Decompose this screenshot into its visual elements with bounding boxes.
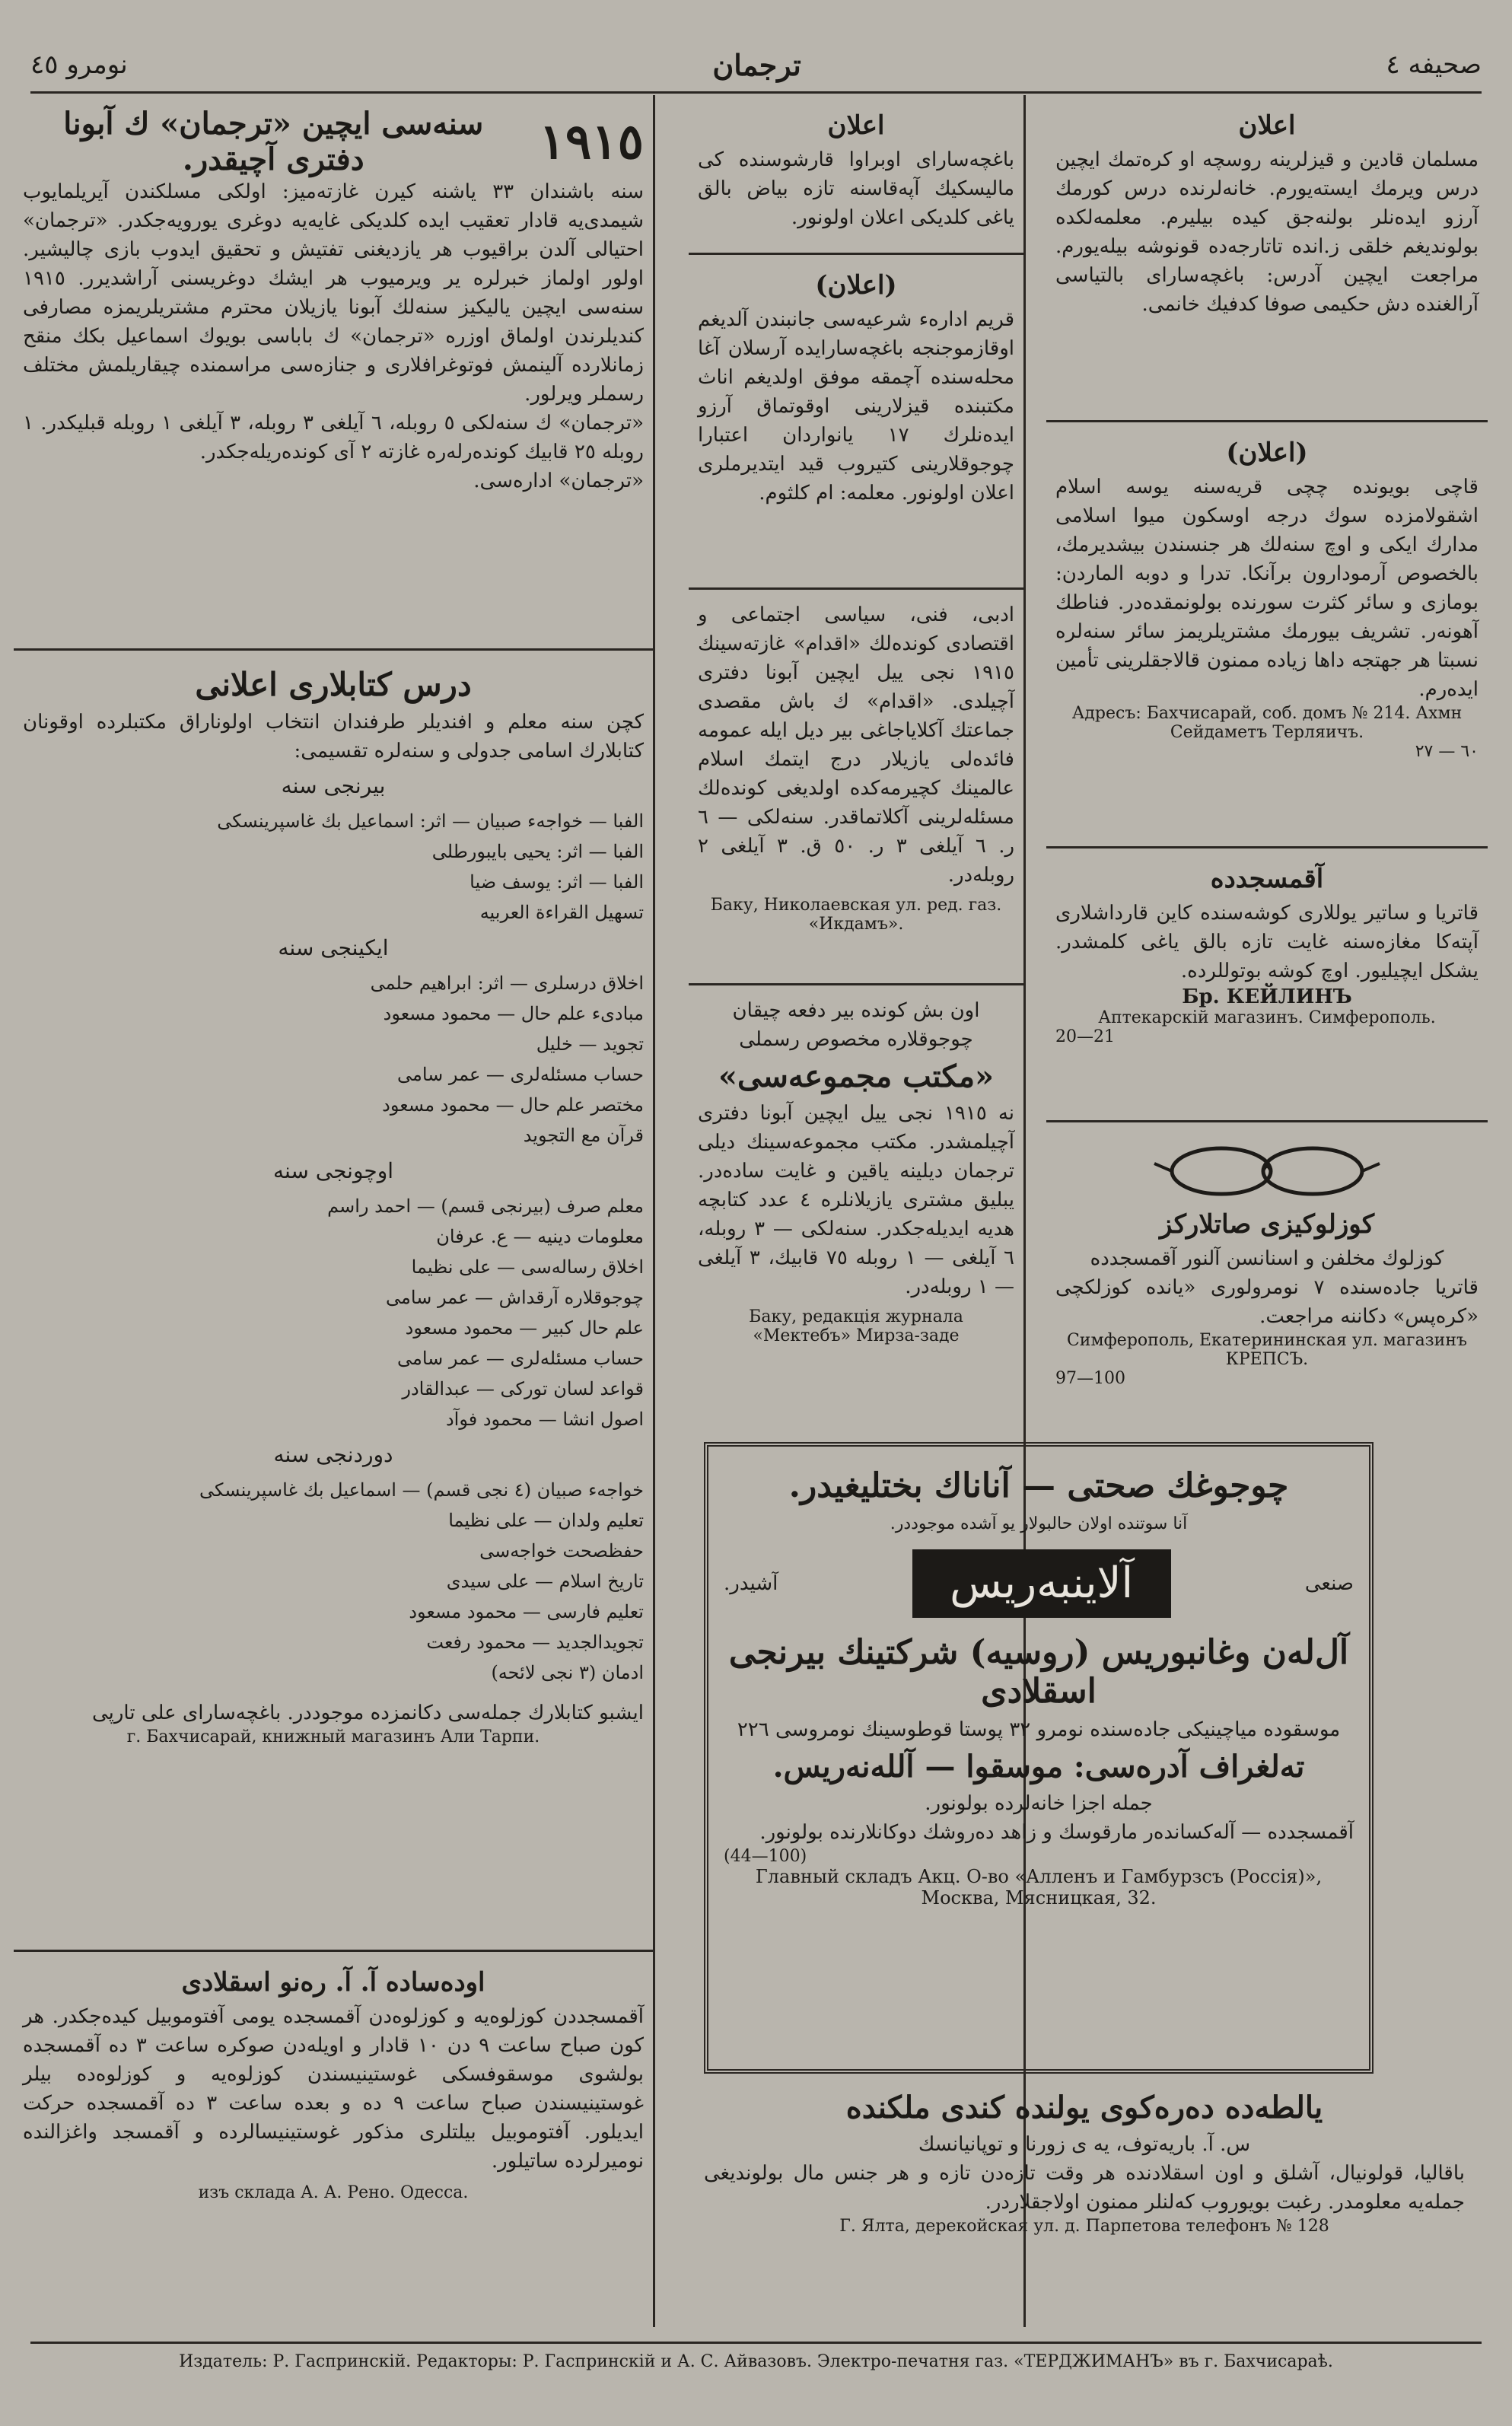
year2-list xyxy=(23,968,644,1151)
book-item: اخلاق درسلری — اثر: ابراهیم حلمی xyxy=(370,973,644,994)
ad-address-ru: Баку, редакція журнала «Мектебъ» Мирза-заде xyxy=(749,1307,963,1345)
ad-title: (اعلان) xyxy=(815,270,897,301)
book-item: حساب مسئله‌لری — عمر سامی xyxy=(396,1064,644,1085)
book-item: خواجه‌ء صبیان (٤ نجی قسم) — اسماعیل بك غاسپرینسکی xyxy=(199,1479,644,1501)
ad-title: یالطه‌ده دەرەکوی یولنده کندی ملکنده xyxy=(845,2090,1323,2125)
ad-fish-oil xyxy=(689,95,1023,255)
ad-glasses xyxy=(1046,1122,1488,1442)
books-title: درس کتابلاری اعلانی xyxy=(195,666,472,703)
year-heading: ١٩١٥ xyxy=(539,113,644,170)
yalta-ad xyxy=(704,2085,1465,2329)
ad-number: ٦٠ — ٢٧ xyxy=(1415,742,1479,761)
bus-ad xyxy=(14,1952,653,2310)
subscription-prices: «ترجمان» ك سنه‌لکی ٥ روبله، ٦ آیلغی ٣ روبله، ٣ آیلغی ١ روبله قبلیکدر. ١ روبله ٢٥ قابیك کونده‌رلەرە غازته ٢ آی کونده‌ریله‌جکدر. xyxy=(23,412,644,463)
page-header xyxy=(30,38,1482,94)
ad-number: 20—21 xyxy=(1055,1027,1115,1046)
ad-title: (اعلان) xyxy=(1226,438,1308,468)
allenburys-ad xyxy=(704,1442,1374,2074)
book-item: الفبا — خواجه‌ء صبیان — اثر: اسماعیل بك غاسپرینسکی xyxy=(217,810,644,832)
ad-note: جمله اجزا خانه‌لرده بولونور. xyxy=(925,1792,1153,1815)
ad-number: (44—100) xyxy=(724,1847,807,1866)
ad-top: اون بش کونده بیر دفعه چیقان چوجوقلاره مخصوص رسملی xyxy=(732,999,980,1051)
brand-prefix: صنعی xyxy=(1304,1572,1354,1595)
book-item: مبادیء علم حال — محمود مسعود xyxy=(383,1003,644,1024)
ad-body: ادبی، فنی، سیاسی اجتماعی و اقتصادی کونده‌لك «اقدام» غازته‌سینك ١٩١٥ نجی ییل ایچین آبونا دفتری آچیلدی. «اقدام» ك باش مقصدی جماعتك آکلایاجاغی بیر دیل ایله عمومه فائده‌لی یازیلار درج ایتمك اسلام عالمینك کچیرمه‌کده اولدیغی کوندەلك مسئله‌لرینی آکلاتماقدر. سنه‌لکی — ٦ ر. ٦ آیلغی ٣ ر. ٥٠ ق. ٣ آیلغی ٢ روبله‌در. xyxy=(698,603,1015,887)
ad-address-ru: Адресъ: Бахчисарай, соб. домъ № 214. Ахмн Сейдаметъ Терляичъ. xyxy=(1071,704,1463,742)
ad-body: قاتریا جاده‌سنده ٧ نومرولوری «یانده کوزلکچی «کرەپس» دکاننه مراجعت. xyxy=(1055,1276,1479,1328)
ad-number: 97—100 xyxy=(1055,1369,1125,1388)
ad-body: قاتریا و ساتیر یوللاری کوشه‌سنده کاین قارداشلاری آپته‌کا مغازه‌سنه غایت تازه بالق یاغی کلمشدر. یشکل ایچیلیور. اوچ کوشه بوتوللرده. xyxy=(1055,902,1479,982)
ad-russian-lessons xyxy=(1046,95,1488,422)
ad-body: نه ١٩١٥ نجی ییل ایچین آبونا دفتری آچیلمشدر. مکتب مجموعه‌سینك دیلی ترجمان دیلینه یاقین و غایت ساده‌در. یبلیق مشتری یازیلانلره ٤ عدد کتابچه هدیه ایدیله‌جکدر. سنه‌لکی — ٣ روبله، ٦ آیلغی — ١ روبله ٧٥ قابیك، ٣ آیلغی — ١ روبله‌در. xyxy=(698,1102,1015,1298)
ad-address-ru: Главный складъ Акц. О-во «Алленъ и Гамбурзсъ (Россія)», Москва, Мясницкая, 32. xyxy=(755,1866,1323,1909)
book-item: تعلیم ولدان — علی نظیما xyxy=(448,1510,644,1531)
ad-body: باغچه‌سارای اوبراوا قارشوسنده کی مالیسکیك آپەقاسنه تازه بیاض بالق یاغی کلدیکی اعلان اولونور. xyxy=(698,148,1014,229)
company-address: موسقوده میاچینیکی جاده‌سنده نومرو ٣٢ پوستا قوطوسینك نومروسی ٢٢٦ xyxy=(737,1718,1341,1741)
ad-title: کوزلوکیزی صاتلارکز xyxy=(1159,1209,1375,1240)
ad-address-ru: Симферополь, Екатерининская ул. магазинъ КРЕПСЪ. xyxy=(1066,1331,1468,1369)
year2-heading: ایکینجی سنه xyxy=(278,935,389,960)
masthead-title: ترجمان xyxy=(712,47,801,82)
brand-logo: آلاینبەریس xyxy=(912,1549,1171,1618)
ad-body: مسلمان قادین و قیزلرینه روسچه او کره‌تمك ایچین درس ویرمك ایسته‌یورم. خانه‌لرنده درس کورمك آرزو ایده‌نلر بولنه‌جق کیده بیلیرم. معلمه‌لکده بولوندیغم خلقی ز.انده تاتارجه‌ده قونوشه بیله‌یورم. مراجعت ایچین آدرس: باغچه‌سارای بالتیاسی آرالغنده دش حکیمی صوفا کدفیك خانمی. xyxy=(1055,148,1479,316)
year4-heading: دوردنجی سنه xyxy=(273,1442,393,1467)
ad-title: آقمسجدده xyxy=(1210,864,1324,894)
year4-list xyxy=(23,1475,644,1688)
ad-keilin xyxy=(1046,848,1488,1122)
year1-list xyxy=(23,806,644,928)
book-item: اصول انشا — محمود فوآد xyxy=(445,1409,644,1430)
books-address-ru: г. Бахчисарай, книжный магазинъ Али Тарпи. xyxy=(126,1727,540,1746)
book-item: چوجوقلاره آرقداش — عمر سامی xyxy=(386,1287,644,1308)
book-item: معلومات دینیه — ع. عرفان xyxy=(436,1226,644,1247)
subscription-notice xyxy=(14,95,653,651)
book-item: تجویدالجدید — محمود رفعت xyxy=(426,1632,644,1653)
telegraph-address: تەلغراف آدرەسی: موسقوا — آللەنەریس. xyxy=(772,1749,1305,1784)
ad-ikdam xyxy=(689,590,1023,985)
issue-number: نومرو ٤٥ xyxy=(30,49,128,80)
ad-headline: چوجوغك صحتی — آناناك بختلیغیدر. xyxy=(788,1466,1289,1505)
ad-body: قاچی بویونده چچی قریه‌سنه یوسه اسلام اشقولامزده سوك درجه اوسکون میوا اسلامی مدارك ایکی و اوچ سنه‌لك هر جنسندن بیشدیرمك، بالخصوص آرمودارون برآنکا. تدرا و دوبه الماردن: بومازی و سائر کثرت سورنده بولونمقده‌در. فناطك آهونەر. تشریف بیورمك مشتریلریمز سائر سنه‌لره نسبتا هر جهتجه داها زیاده ممنون قالاجقلرینی تأمین ایده‌رم. xyxy=(1055,476,1479,701)
books-note: ایشبو کتابلارك جمله‌سی دکانمزده موجوددر. باغچه‌سارای علی تارپی xyxy=(91,1702,644,1724)
ad-mekteb xyxy=(689,985,1023,1404)
book-item: حساب مسئله‌لری — عمر سامی xyxy=(396,1348,644,1369)
books-intro: کچن سنه معلم و افندیلر طرفندان انتخاب اولوناراق مکتبلرده اوقونان کتابلارك اسامی جدولی و سنه‌لره تقسیمی: xyxy=(23,711,644,763)
subscription-body: سنه باشندان ۳۳ یاشنه کیرن غازته‌میز: اولکی مسلکندن آیریلمایوب شیمدی‌یه قادار تعقیب ایده کلدیکی غایه‌یه دوغری یورویه‌جکدر. «ترجمان» احتیالی آلدن براقیوب هر یازدیغنی تفتیش و تحقیق ایدوب بازی چالیشیر. اولور اولماز خبرلره یر ویرمیوب هر ایشك دوغریسنی آراشدیرر. ١٩١٥ سنه‌سی ایچین یالیکیز سنه‌لك آبونا یازیلان محترم مشتریلریمزه مصارفی کندیلرندن اولماق اوزره «ترجمان» ك باباسی بویوك اسماعیل بکك منقح زمانلارده آلینمش فوتوغرافلاری و جنازه‌سی مراسمنده چیقاریلمش مختلف رسملر ویرلور. xyxy=(23,180,644,406)
book-item: معلم صرف (بیرنجی قسم) — احمد راسم xyxy=(327,1195,644,1217)
subscription-title: سنه‌سی ایچین «ترجمان» ك آبونا دفتری آچیقدر. xyxy=(63,106,484,177)
brand-suffix: آشیدر. xyxy=(724,1572,778,1595)
ad-girls-school xyxy=(689,255,1023,590)
book-item: تجوید — خلیل xyxy=(536,1033,644,1055)
bus-body: آقمسجددن کوزلوه‌یه و کوزلوه‌دن آقمسجده یومی آفتوموبیل کیده‌جکدر. هر کون صباح ساعت ٩ دن ١٠ قادار و اویله‌دن صوکره ساعت ٣ ده آقمسجده بولشوی موسقوفسکی غوستینیسندن کوزلوه‌یه و کوزلوه‌ده بیلر غوستینیسندن صباح ساعت ٩ ده و بعده ساعت ٣ ده آقمسجده حرکت ایدیلور. آفتوموبیل بیلتلری مذکور غوستینیسالرده و آقمسجد واغزالنده نومیرلرده ساتیلور. xyxy=(23,2005,644,2173)
ad-fruit-trees xyxy=(1046,422,1488,848)
year3-list xyxy=(23,1191,644,1434)
book-item: تسهیل القراءة العربیه xyxy=(479,902,644,923)
ad-title: اعلان xyxy=(827,110,885,141)
book-item: تاریخ اسلام — علی سیدی xyxy=(446,1571,644,1592)
book-item: تعلیم فارسی — محمود مسعود xyxy=(409,1601,644,1622)
book-item: حفظصحت خواجه‌سی xyxy=(479,1540,644,1562)
book-item: مختصر علم حال — محمود مسعود xyxy=(382,1094,644,1116)
book-item: قواعد لسان تورکی — عبدالقادر xyxy=(402,1378,644,1399)
year1-heading: بیرنجی سنه xyxy=(281,773,386,798)
ad-title: «مکتب مجموعه‌سی» xyxy=(718,1059,994,1094)
ad-sub: کوزلوك مخلفن و اسنانسن آلنور آقمسجدده xyxy=(1090,1247,1444,1270)
page-number: صحیفه ٤ xyxy=(1386,49,1482,80)
ad-note: آقمسجدده — آله‌کساندەر مارقوسك و زاهد دەروشك دوكانلارنده بولونور. xyxy=(759,1821,1354,1844)
book-item: ادمان (٣ نجی لائحه) xyxy=(491,1662,644,1683)
ad-title: اعلان xyxy=(1238,110,1296,141)
ad-address-ru: Г. Ялта, дерекойская ул. д. Парпетова телефонъ № 128 xyxy=(839,2217,1329,2236)
ad-line: آنا سوتنده اولان حالبولار یو آشده موجوددر. xyxy=(890,1514,1188,1533)
ad-address-ru: Аптекарскій магазинъ. Симферополь. xyxy=(1098,1008,1436,1027)
subscription-sign: «ترجمان» اداره‌سی. xyxy=(473,470,644,492)
book-item: علم حال کبیر — محمود مسعود xyxy=(405,1317,644,1339)
company-name: آل‌له‌ن وغانبوریس (روسیه) شرکتینك بیرنجی اسقلادی xyxy=(728,1633,1349,1711)
book-item: اخلاق رساله‌سی — علی نظیما xyxy=(411,1256,644,1278)
book-item: الفبا — اثر: یوسف ضیا xyxy=(470,871,644,893)
ad-address-ru: Баку, Николаевская ул. ред. газ. «Икдамъ». xyxy=(710,896,1002,934)
ad-body: باقالیا، قولونیال، آشلق و اون اسقلادنده هر وقت تازه‌دن تازه و هر جنس مال بولوندیغی جمله‌یه معلومدر. رغبت بویوروب کەلنلر ممنون اولاجقلاردر. xyxy=(704,2162,1465,2214)
year3-heading: اوچونجی سنه xyxy=(272,1158,394,1183)
ad-sub: س. آ. باریه‌توف، یه ی زورنا و توپانیانسك xyxy=(918,2133,1251,2156)
bus-title: اوده‌ساده آ. آ. رەنو اسقلادی xyxy=(181,1967,485,1998)
imprint-footer: Издатель: Р. Гаспринскій. Редакторы: Р. Гаспринскій и А. С. Айвазовъ. Электро-печатня газ. «ТЕРДЖИМАНЪ» въ г. Бахчисараѣ. xyxy=(30,2342,1482,2380)
ad-body: قریم اداره‌ء شرعیه‌سی جانبندن آلدیغم اوقازموجنجه باغچه‌سارایده آرسلان آغا محله‌سنده آچمقه موفق اولدیغم اناث مکتبنده قیزلارینی اوقوتماق آرزو ایده‌نلرك ١٧ یانواردان اعتبارا چوجوقلارینی کتیروب قید ایتدیرملری اعلان اولونور. معلمه: ام کلثوم. xyxy=(698,308,1014,505)
eyeglasses-icon xyxy=(1153,1141,1381,1202)
column-left xyxy=(14,95,655,2327)
book-item: الفبا — اثر: یحیی بایبورطلی xyxy=(431,841,644,862)
bus-address-ru: изъ склада А. А. Рено. Одесса. xyxy=(198,2183,469,2202)
ad-name-ru: Бр. КЕЙЛИНЪ xyxy=(1182,985,1352,1008)
books-ad xyxy=(14,651,653,1952)
book-item: قرآن مع التجوید xyxy=(523,1125,644,1146)
